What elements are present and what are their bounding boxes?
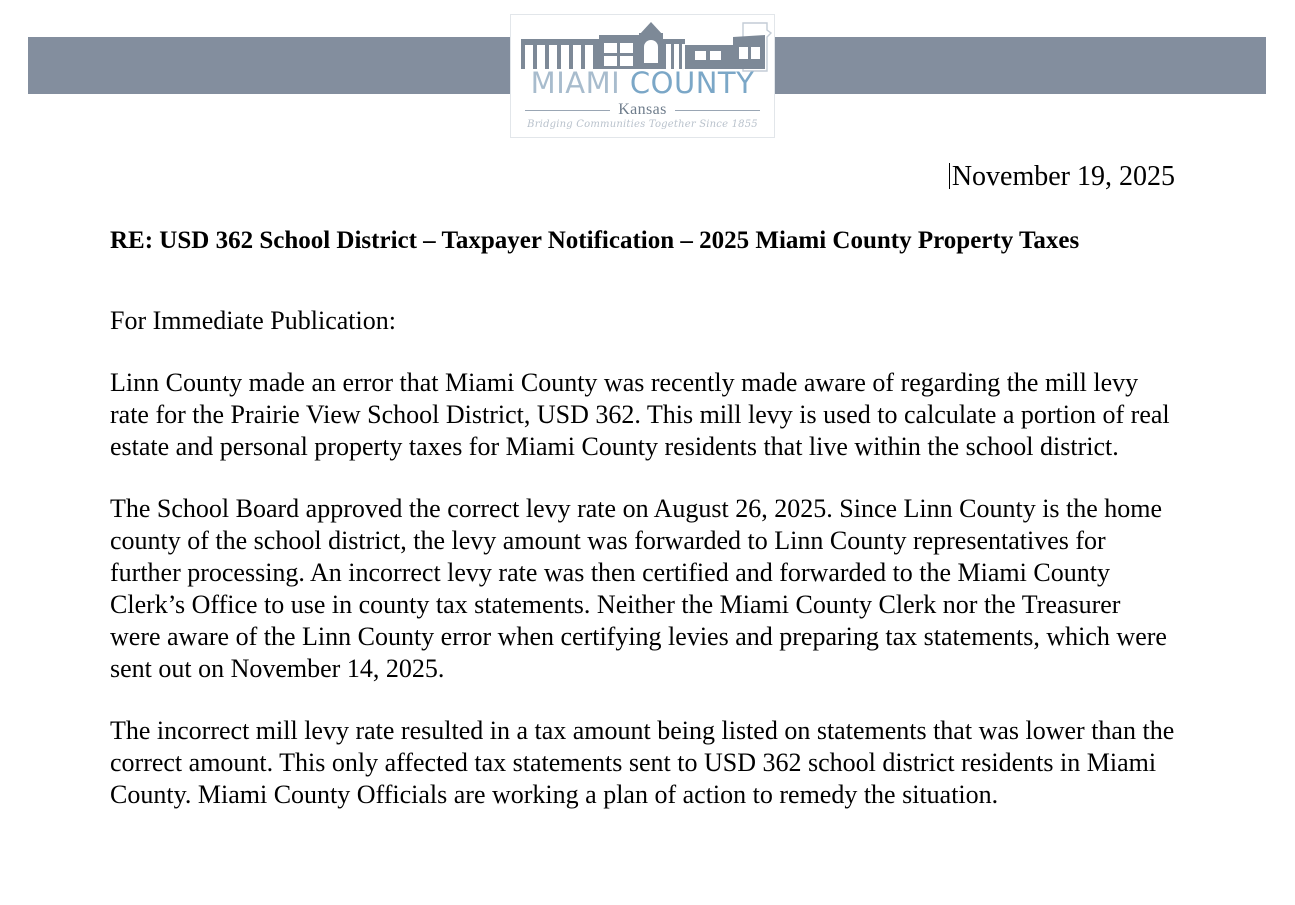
logo-wordmark-miami: MIAMI (530, 66, 621, 100)
logo-rule-left (525, 110, 610, 111)
text-caret (949, 163, 950, 189)
subject-line: RE: USD 362 School District – Taxpayer Notification – 2025 Miami County Property Taxes (110, 227, 1080, 254)
document-header (0, 0, 1295, 150)
logo-state-name: Kansas (618, 101, 667, 118)
logo-rule-right (675, 110, 760, 111)
logo-wordmark (511, 67, 774, 99)
logo-tagline: Bridging Communities Together Since 1855 (527, 119, 758, 130)
miami-county-logo (510, 14, 775, 138)
logo-wordmark-county: COUNTY (629, 66, 755, 100)
paragraph-timeline: The School Board approved the correct levy rate on August 26, 2025. Since Linn County is the home county of the school district, the levy amount was forwarded to Linn County representatives for further processing. An incorrect levy rate was then certified and forwarded to the Miami County Clerk’s Office to use in county tax statements. Neither the Miami County Clerk nor the Treasurer were aware of the Linn County error when certifying levies and preparing tax statements, which were sent out on November 14, 2025. (110, 494, 1167, 683)
paragraph-intro: For Immediate Publication: (110, 306, 396, 335)
body-copy (110, 305, 1175, 811)
date-line (949, 160, 1175, 194)
date-text: November 19, 2025 (951, 161, 1175, 192)
paragraph-error-background: Linn County made an error that Miami County was recently made aware of regarding the mill levy rate for the Prairie View School District, USD 362. This mill levy is used to calculate a portion of real estate and personal property taxes for Miami County residents that live within the school district. (110, 368, 1170, 461)
logo-state-row (511, 101, 774, 119)
paragraph-impact: The incorrect mill levy rate resulted in a tax amount being listed on statements that was lower than the correct amount. This only affected tax statements sent to USD 362 school district residents in Miami County. Miami County Officials are working a plan of action to remedy the situation. (110, 716, 1175, 809)
